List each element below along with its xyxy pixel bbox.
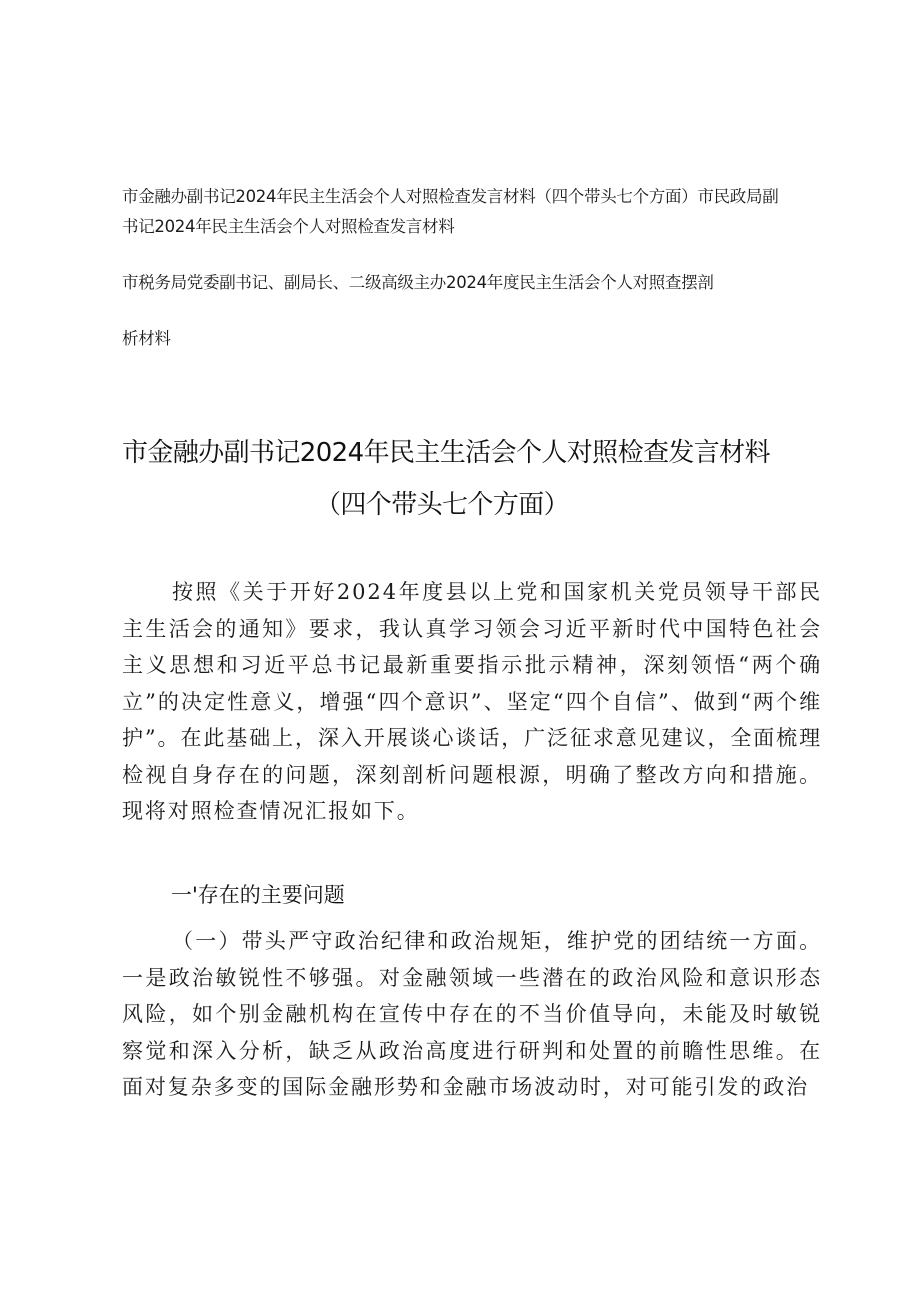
document-title-line-1: 市金融办副书记2024年民主生活会个人对照检查发言材料 [122, 438, 770, 468]
document-title-line-2: （四个带头七个方面） [315, 490, 570, 520]
toc-line-4: 析材料 [122, 329, 171, 348]
toc-line-3: 市税务局党委副书记、副局长、二级高级主办2024年度民主生活会个人对照查摆剖 [122, 273, 714, 292]
intro-paragraph: 按照《关于开好2024年度县以上党和国家机关党员领导干部民主生活会的通知》要求，我认真学习领会习近平新时代中国特色社会主义思想和习近平总书记最新重要指示批示精神，深刻领悟“两个确立”的决定性意义，增强“四个意识”、坚定“四个自信”、做到“两个维护”。在此基础上，深入开展谈心谈话，广泛征求意见建议，全面梳理检视自身存在的问题，深刻剖析问题根源，明确了整改方向和措施。现将对照检查情况汇报如下。 [122, 580, 822, 823]
section-1-paragraph: （一）带头严守政治纪律和政治规矩，维护党的团结统一方面。一是政治敏锐性不够强。对金融领域一些潜在的政治风险和意识形态风险，如个别金融机构在宣传中存在的不当价值导向，未能及时敏锐察觉和深入分析，缺乏从政治高度进行研判和处置的前瞻性思维。在面对复杂多变的国际金融形势和金融市场波动时，对可能引发的政治 [122, 929, 822, 1099]
toc-line-2: 书记2024年民主生活会个人对照检查发言材料 [122, 217, 455, 236]
toc-line-1: 市金融办副书记2024年民主生活会个人对照检查发言材料（四个带头七个方面）市民政局副 [122, 187, 779, 206]
section-heading: 一'存在的主要问题 [171, 883, 345, 907]
